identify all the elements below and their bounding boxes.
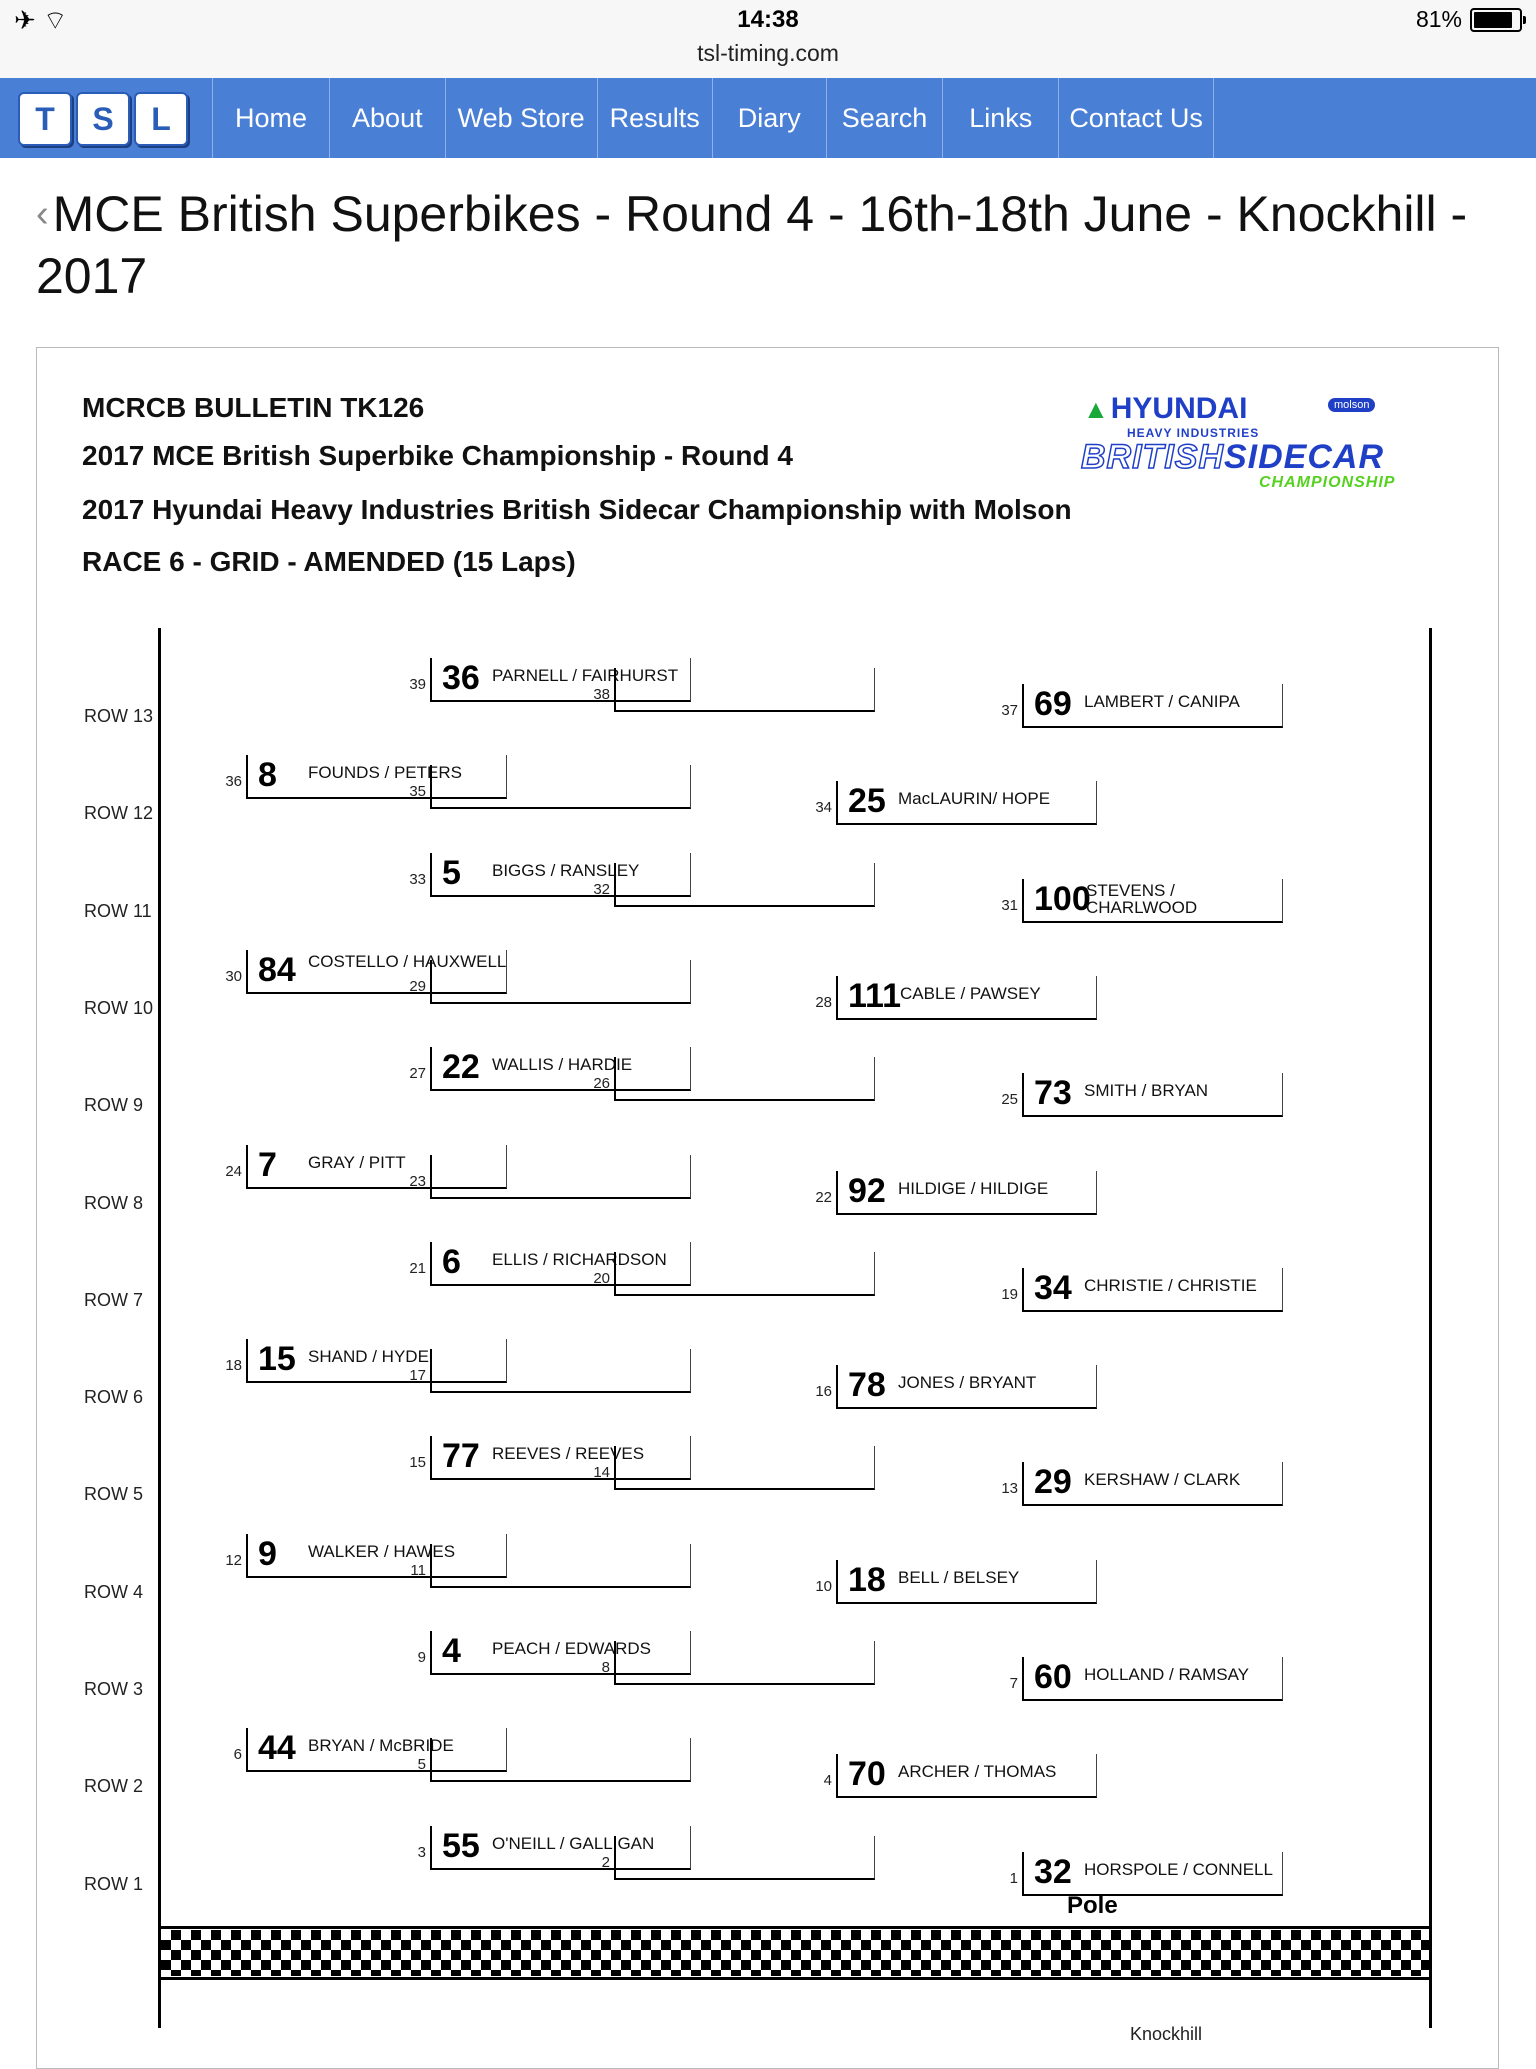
crew-name: BIGGS / RANSLEY xyxy=(492,860,640,880)
sponsor-championship: CHAMPIONSHIP xyxy=(1259,474,1396,491)
slot-box xyxy=(1022,684,1283,728)
crew-name: BELL / BELSEY xyxy=(898,1567,1020,1587)
rider-number: 9 xyxy=(258,1534,277,1573)
slot-box xyxy=(836,976,1097,1020)
chequered-flag xyxy=(161,1930,1429,1976)
sponsor-word-solid: SIDECAR xyxy=(1224,438,1385,476)
grid-position: 4 xyxy=(823,1772,832,1790)
grid-slot xyxy=(815,1171,1098,1215)
row-label: ROW 1 xyxy=(84,1873,144,1894)
grid-position: 29 xyxy=(409,977,426,995)
slot-box xyxy=(614,863,875,907)
row-label: ROW 5 xyxy=(84,1484,144,1505)
crew-name: LAMBERT / CANIPA xyxy=(1084,692,1240,711)
grid-position: 11 xyxy=(410,1561,426,1579)
grid-slot-empty xyxy=(417,1738,692,1782)
grid-position: 10 xyxy=(815,1577,832,1595)
grid-position: 14 xyxy=(593,1464,610,1482)
slot-box xyxy=(836,1560,1097,1604)
crew-name: REEVES / REEVES xyxy=(492,1444,645,1464)
slot-box xyxy=(614,668,875,712)
rider-number: 7 xyxy=(258,1145,277,1184)
grid-position: 30 xyxy=(225,967,242,985)
logo-letter: L xyxy=(134,92,188,146)
grid-slot xyxy=(1001,1462,1284,1506)
bulletin-number: MCRCB BULLETIN TK126 xyxy=(82,392,425,423)
grid-slot-empty xyxy=(601,1641,876,1685)
crew-name: COSTELLO / HAUXWELL xyxy=(308,951,507,971)
battery-indicator xyxy=(1416,6,1522,33)
crew-name: SMITH / BRYAN xyxy=(1084,1081,1209,1101)
sponsor-sub: HEAVY INDUSTRIES xyxy=(1127,426,1260,440)
row-label: ROW 4 xyxy=(84,1581,144,1602)
grid-slot-empty xyxy=(593,1446,876,1490)
grid-position: 8 xyxy=(601,1659,610,1676)
nav-contact-us[interactable]: Contact Us xyxy=(1058,78,1214,158)
rider-number: 70 xyxy=(848,1755,886,1794)
grid-position: 2 xyxy=(601,1853,610,1871)
grid-position: 39 xyxy=(409,676,426,693)
grid-position: 16 xyxy=(815,1383,832,1401)
rider-number: 29 xyxy=(1034,1463,1072,1502)
grid-slot-empty xyxy=(601,1836,876,1880)
crew-name: ARCHER / THOMAS xyxy=(898,1762,1057,1782)
row-label: ROW 3 xyxy=(84,1679,144,1699)
grid-position: 38 xyxy=(593,686,610,703)
crew-name: SHAND / HYDE xyxy=(308,1347,429,1367)
rider-number: 18 xyxy=(848,1560,886,1599)
grid-slot-empty xyxy=(409,1349,692,1393)
rider-number: 84 xyxy=(258,950,296,989)
slot-box xyxy=(1022,1657,1283,1701)
rider-number: 34 xyxy=(1034,1268,1072,1307)
slot-box xyxy=(430,1155,691,1199)
grid-slot xyxy=(1009,1657,1284,1701)
slot-box xyxy=(430,960,691,1004)
grid-position: 37 xyxy=(1001,702,1018,719)
grid-position: 15 xyxy=(409,1454,426,1472)
grid-position: 12 xyxy=(225,1551,242,1569)
rider-number: 77 xyxy=(442,1437,480,1476)
clock: 14:38 xyxy=(737,6,799,33)
grid-slot-empty xyxy=(593,668,876,712)
footer-venue: Knockhill xyxy=(1130,2024,1203,2044)
grid-slot xyxy=(815,1560,1098,1604)
slot-box xyxy=(1022,1268,1283,1312)
row-label: ROW 11 xyxy=(84,900,152,921)
rider-number: 78 xyxy=(848,1366,886,1405)
nav-menu xyxy=(212,78,1214,158)
crew-name: FOUNDS / PETERS xyxy=(308,763,462,783)
rider-number: 100 xyxy=(1034,879,1091,918)
row-label: ROW 12 xyxy=(84,803,154,824)
row-label: ROW 13 xyxy=(84,706,154,726)
airplane-wifi-icons: ✈ ⌔ xyxy=(14,5,68,35)
grid-position: 24 xyxy=(225,1162,242,1180)
rider-number: 44 xyxy=(258,1729,296,1768)
row-label: ROW 2 xyxy=(84,1776,144,1797)
bulletin-document xyxy=(36,347,1499,2069)
crew-name: PEACH / EDWARDS xyxy=(492,1639,652,1658)
page-title xyxy=(36,183,1496,307)
battery-icon xyxy=(1470,8,1522,32)
crew-name: MacLAURIN/ HOPE xyxy=(898,789,1051,809)
race-title: RACE 6 - GRID - AMENDED (15 Laps) xyxy=(82,546,576,577)
slot-box xyxy=(1022,1073,1283,1117)
grid-slot-empty xyxy=(593,863,876,907)
slot-box xyxy=(430,1544,691,1588)
slot-box xyxy=(614,1057,875,1101)
rider-number: 4 xyxy=(442,1632,461,1670)
crew-name: CHRISTIE / CHRISTIE xyxy=(1084,1275,1257,1295)
grid-position: 5 xyxy=(417,1756,426,1774)
rider-number: 69 xyxy=(1034,685,1072,723)
slot-box xyxy=(430,765,691,809)
grid-position: 35 xyxy=(409,783,426,801)
partner-badge: molson xyxy=(1328,398,1375,412)
row-label: ROW 8 xyxy=(84,1192,144,1213)
grid-slot-empty xyxy=(409,1155,692,1199)
grid-position: 1 xyxy=(1009,1869,1018,1887)
crew-name: HORSPOLE / CONNELL xyxy=(1084,1859,1273,1879)
triangle-icon: ▲ xyxy=(1083,394,1109,424)
grid-position: 7 xyxy=(1009,1675,1018,1692)
grid-position: 19 xyxy=(1001,1285,1018,1303)
rider-number: 73 xyxy=(1034,1074,1072,1113)
rider-number: 36 xyxy=(442,659,480,697)
rider-number: 15 xyxy=(258,1340,296,1379)
logo-letter: S xyxy=(76,92,130,146)
slot-box xyxy=(1022,879,1283,923)
nav-diary[interactable]: Diary xyxy=(712,78,826,158)
slot-box xyxy=(614,1641,875,1685)
status-bar xyxy=(0,0,1536,80)
crew-name: KERSHAW / CLARK xyxy=(1084,1470,1241,1490)
crew-name: BRYAN / McBRIDE xyxy=(308,1736,454,1756)
slot-box xyxy=(836,1754,1097,1798)
grid-position: 23 xyxy=(409,1172,426,1190)
grid-position: 6 xyxy=(233,1746,242,1764)
grid-position: 13 xyxy=(1001,1480,1018,1498)
grid-position: 9 xyxy=(417,1649,426,1666)
grid-position: 26 xyxy=(593,1075,610,1093)
grid-position: 31 xyxy=(1001,896,1018,914)
pole-label: Pole xyxy=(1067,1892,1118,1919)
grid-position: 17 xyxy=(409,1367,426,1385)
nav-home[interactable]: Home xyxy=(212,78,329,158)
slot-box xyxy=(614,1252,875,1296)
back-chevron-icon[interactable]: ‹ xyxy=(36,193,49,235)
crew-name: HILDIGE / HILDIGE xyxy=(898,1178,1049,1198)
slot-box xyxy=(430,1349,691,1393)
rider-number: 5 xyxy=(442,853,461,892)
grid-frame-right xyxy=(1429,628,1432,2028)
site-nav xyxy=(0,78,1536,158)
crew-name: JONES / BRYANT xyxy=(898,1373,1037,1393)
nav-results[interactable]: Results xyxy=(597,78,712,158)
grid-position: 20 xyxy=(593,1269,610,1287)
slot-box xyxy=(430,1738,691,1782)
rider-number: 25 xyxy=(848,782,886,821)
battery-percent: 81% xyxy=(1415,6,1462,32)
slot-box xyxy=(614,1836,875,1880)
grid-slot xyxy=(815,781,1098,825)
grid-position: 34 xyxy=(815,799,832,817)
slot-box xyxy=(1022,1462,1283,1506)
url-bar[interactable]: tsl-timing.com xyxy=(697,40,839,66)
rider-number: 60 xyxy=(1034,1658,1072,1696)
row-label: ROW 10 xyxy=(84,997,154,1018)
rider-number: 111 xyxy=(848,976,901,1015)
crew-name: CABLE / PAWSEY xyxy=(900,983,1041,1003)
grid-position: 18 xyxy=(225,1357,242,1375)
grid-slot xyxy=(1009,1852,1284,1896)
slot-box xyxy=(614,1446,875,1490)
nav-search[interactable]: Search xyxy=(826,78,943,158)
slot-box xyxy=(1022,1852,1283,1896)
row-label: ROW 9 xyxy=(84,1095,144,1116)
sidecar-championship-title: 2017 Hyundai Heavy Industries British Sidecar Championship with Molson xyxy=(82,494,1072,525)
grid-position: 25 xyxy=(1001,1091,1018,1109)
grid-position: 36 xyxy=(225,773,242,791)
grid-slot-empty xyxy=(409,960,692,1004)
crew-name: ELLIS / RICHARDSON xyxy=(492,1249,667,1269)
grid-slot xyxy=(815,1365,1098,1409)
slot-box xyxy=(836,781,1097,825)
grid-slot-empty xyxy=(410,1544,692,1588)
championship-title: 2017 MCE British Superbike Championship - Round 4 xyxy=(82,440,793,471)
rider-number: 92 xyxy=(848,1171,886,1210)
crew-name: PARNELL / FAIRHURST xyxy=(492,666,679,685)
grid-slot-empty xyxy=(409,765,692,809)
grid-frame-left xyxy=(158,628,161,2028)
crew-name: WALKER / HAWES xyxy=(308,1541,456,1561)
grid-slot-empty xyxy=(593,1252,876,1296)
grid-position: 21 xyxy=(409,1259,426,1277)
crew-name: GRAY / PITT xyxy=(308,1152,406,1172)
grid-slot xyxy=(815,976,1098,1020)
grid-slot xyxy=(1001,684,1284,728)
crew-name: O'NEILL / GALLIGAN xyxy=(492,1833,655,1853)
grid-slot xyxy=(1001,1073,1284,1117)
grid-slot-empty xyxy=(593,1057,876,1101)
grid-position: 3 xyxy=(417,1843,426,1861)
grid-position: 27 xyxy=(409,1065,426,1083)
rider-number: 55 xyxy=(442,1826,480,1865)
grid-slot xyxy=(823,1754,1098,1798)
rider-number: 22 xyxy=(442,1048,480,1087)
nav-links[interactable]: Links xyxy=(942,78,1058,158)
sponsor-word-outline: BRITISH xyxy=(1081,438,1224,476)
rider-number: 8 xyxy=(258,756,277,795)
slot-box xyxy=(836,1365,1097,1409)
tsl-logo[interactable] xyxy=(18,92,188,146)
rider-number: 6 xyxy=(442,1242,461,1281)
logo-letter: T xyxy=(18,92,72,146)
nav-web-store[interactable]: Web Store xyxy=(445,78,597,158)
crew-name: STEVENS / CHARLWOOD xyxy=(1086,880,1198,917)
sponsor-logo xyxy=(1083,392,1463,498)
grid-slot xyxy=(1001,879,1284,923)
grid-position: 33 xyxy=(409,870,426,888)
grid-position: 32 xyxy=(593,880,610,898)
sponsor-brand: HYUNDAI xyxy=(1110,392,1248,425)
slot-box xyxy=(836,1171,1097,1215)
row-label: ROW 7 xyxy=(84,1289,144,1310)
grid-position: 28 xyxy=(815,993,832,1011)
crew-name: HOLLAND / RAMSAY xyxy=(1084,1665,1250,1684)
grid-position: 22 xyxy=(815,1188,832,1206)
crew-name: WALLIS / HARDIE xyxy=(492,1055,633,1075)
page-title-text: MCE British Superbikes - Round 4 - 16th-18th June - Knockhill - 2017 xyxy=(36,186,1468,304)
grid-slot xyxy=(1001,1268,1284,1312)
row-label: ROW 6 xyxy=(84,1387,144,1408)
nav-about[interactable]: About xyxy=(329,78,445,158)
rider-number: 32 xyxy=(1034,1852,1072,1891)
